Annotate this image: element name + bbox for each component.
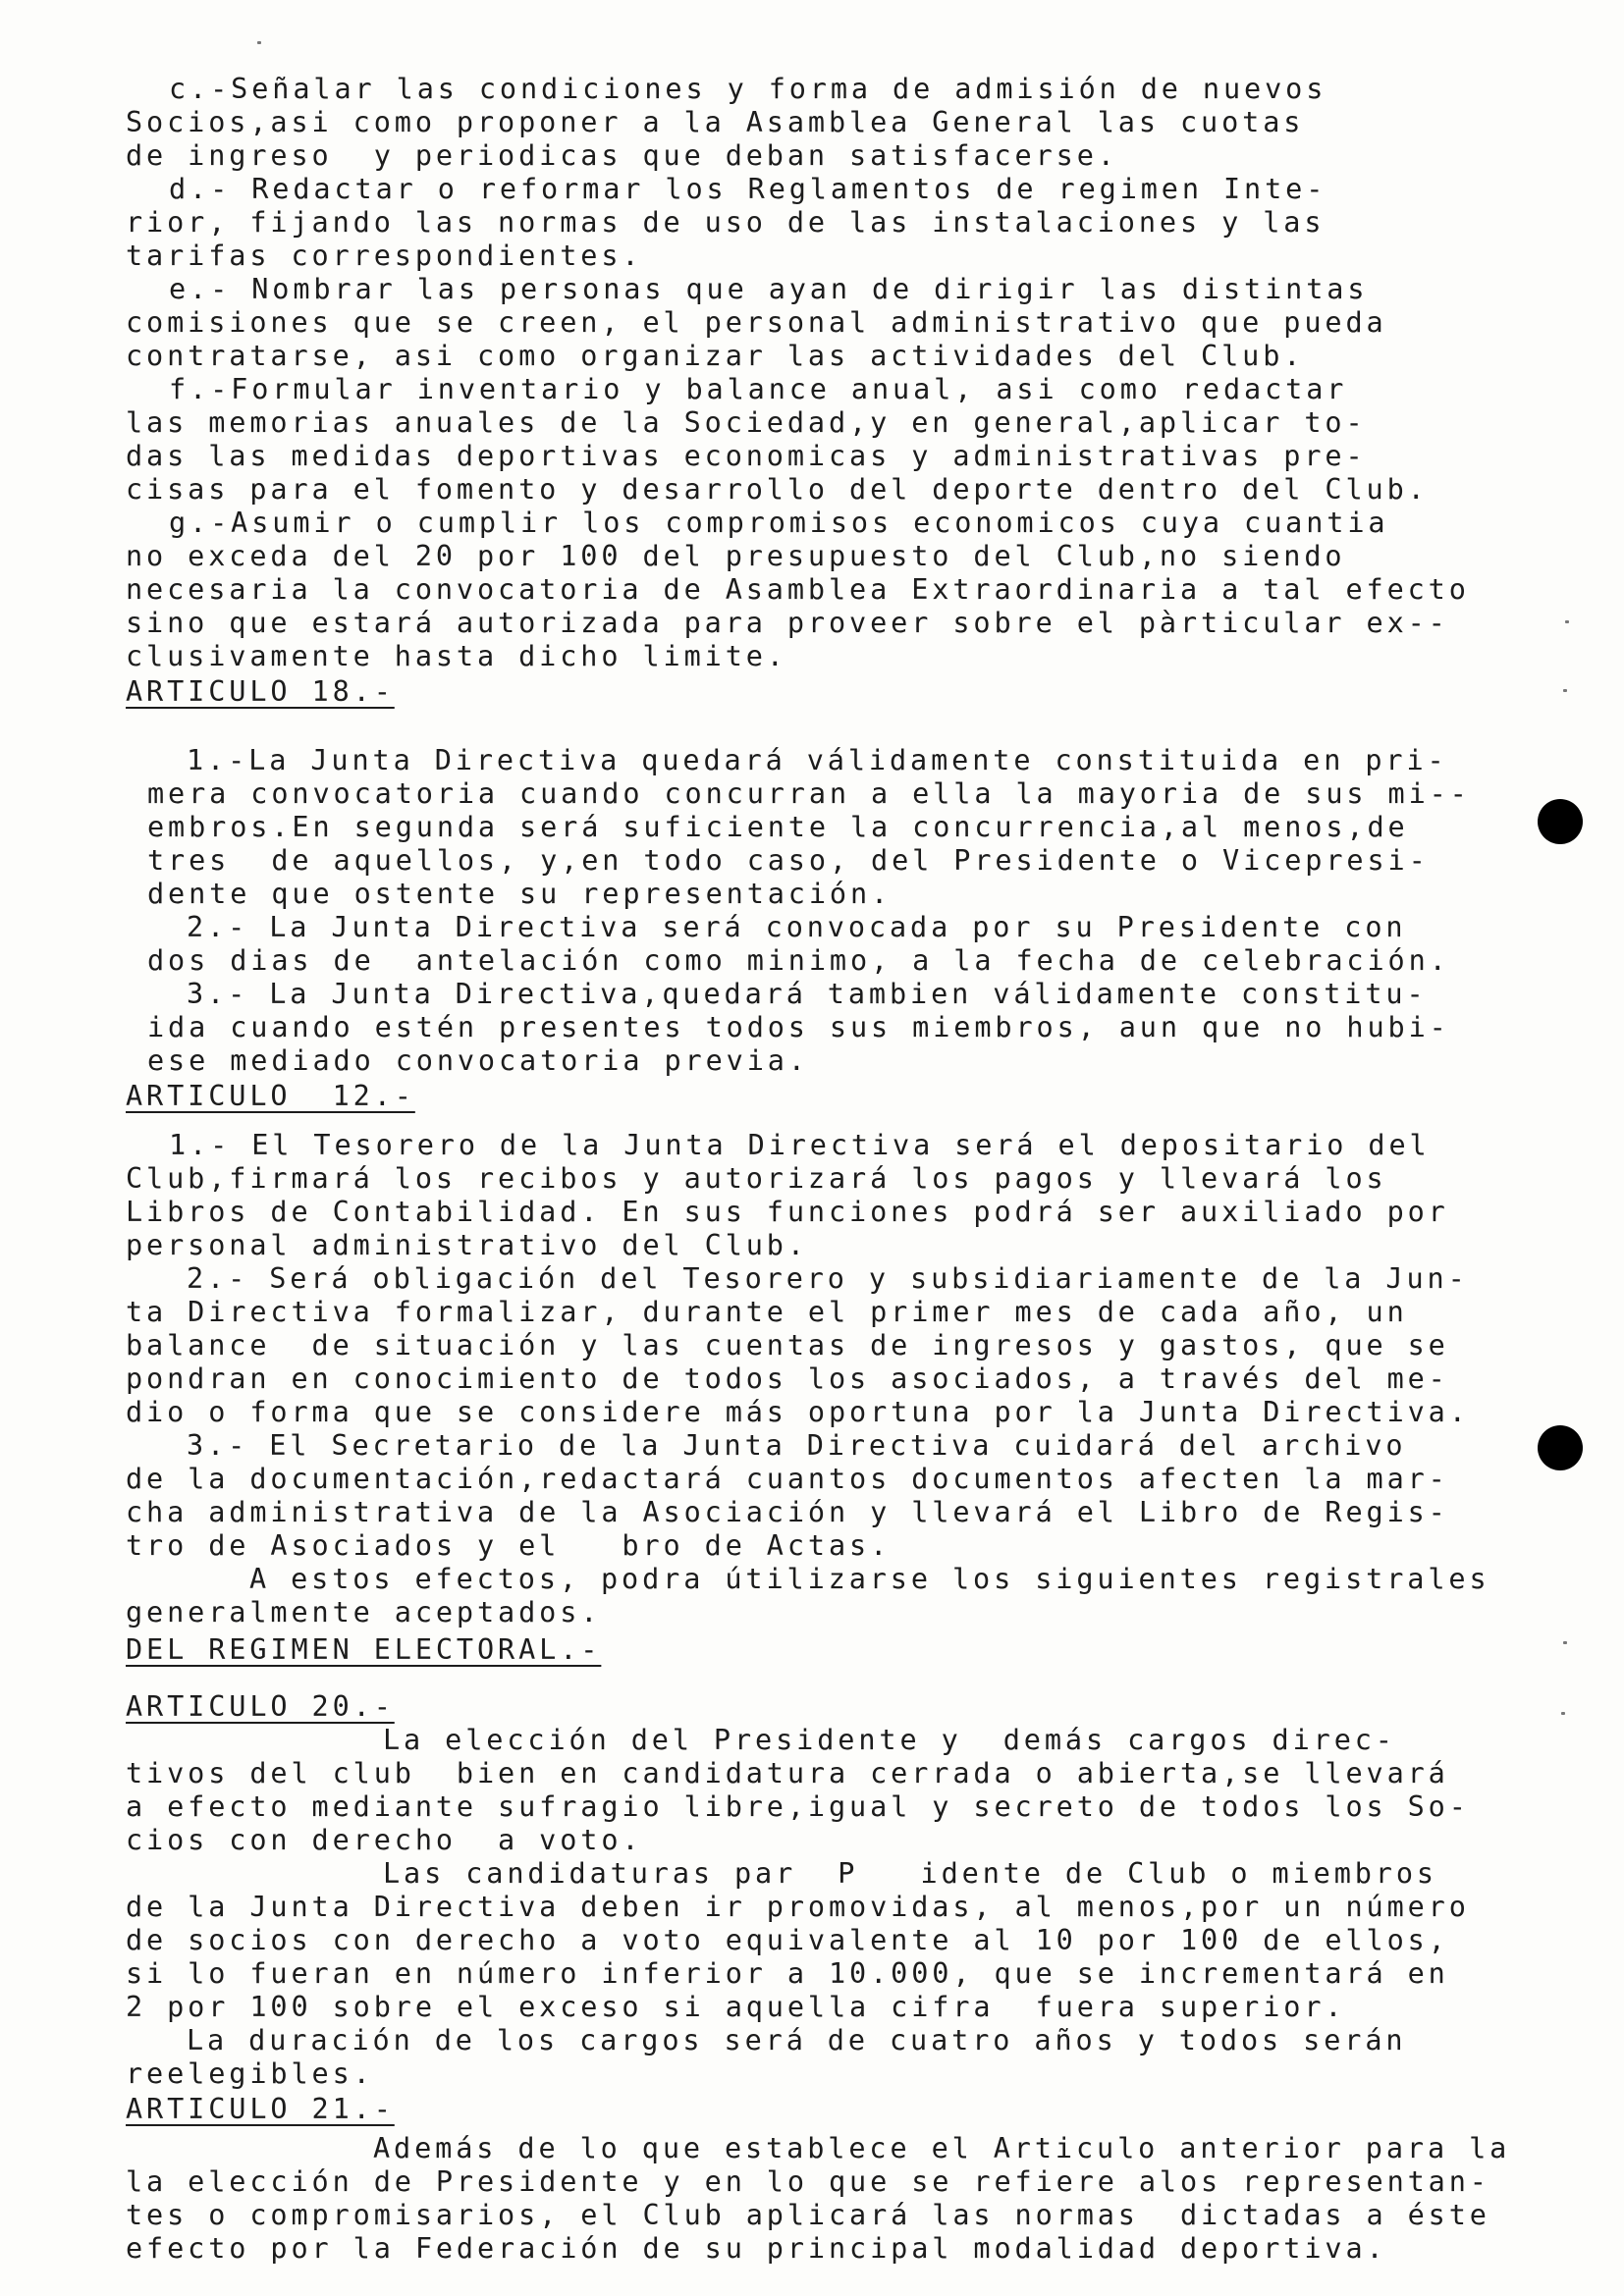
articulo-20-line: cios con derecho a voto.	[126, 1824, 643, 1856]
punch-hole	[1538, 799, 1583, 844]
articulo-12-line: Libros de Contabilidad. En sus funciones podrá ser auxiliado por	[126, 1196, 1449, 1228]
section-g-line: no exceda del 20 por 100 del presupuesto del Club,no siendo	[126, 540, 1346, 572]
regimen-electoral-heading: DEL REGIMEN ELECTORAL.-	[126, 1633, 602, 1666]
articulo-20-line: a efecto mediante sufragio libre,igual y secreto de todos los So-	[126, 1790, 1470, 1823]
section-g-line: clusivamente hasta dicho limite.	[126, 640, 787, 672]
section-e-line: contratarse, asi como organizar las actividades del Club.	[126, 340, 1305, 372]
articulo-20-line: reelegibles.	[126, 2057, 374, 2090]
articulo-12-line: balance de situación y las cuentas de ingresos y gastos, que se	[126, 1329, 1449, 1362]
articulo-12-line: personal administrativo del Club.	[126, 1229, 808, 1261]
section-f-line: f.-Formular inventario y balance anual, asi como redactar	[169, 373, 1348, 405]
section-g-line: necesaria la convocatoria de Asamblea Extraordinaria a tal efecto	[126, 573, 1470, 606]
articulo-12-line: tro de Asociados y el bro de Actas.	[126, 1529, 892, 1562]
articulo-20-line: 2 por 100 sobre el exceso si aquella cifra fuera superior.	[126, 1991, 1346, 2023]
articulo-12-line: cha administrativa de la Asociación y llevará el Libro de Regis-	[126, 1496, 1449, 1528]
section-g-line: g.-Asumir o cumplir los compromisos economicos cuya cuantia	[169, 507, 1389, 539]
section-d-line: tarifas correspondientes.	[126, 240, 643, 272]
articulo-20-line: La elección del Presidente y demás cargos direc-	[383, 1724, 1396, 1756]
section-e-line: e.- Nombrar las personas que ayan de dirigir las distintas	[169, 273, 1369, 305]
articulo-21-heading: ARTICULO 21.-	[126, 2093, 395, 2125]
articulo-12-heading: ARTICULO 12.-	[126, 1080, 415, 1112]
section-f-line: cisas para el fomento y desarrollo del deporte dentro del Club.	[126, 473, 1429, 506]
articulo-12-line: dio o forma que se considere más oportuna por la Junta Directiva.	[126, 1396, 1470, 1428]
articulo-12-line: 1.- El Tesorero de la Junta Directiva será el depositario del	[169, 1129, 1431, 1161]
articulo-12-line: ta Directiva formalizar, durante el primer mes de cada año, un	[126, 1296, 1408, 1328]
articulo-21-line: tes o compromisarios, el Club aplicará las normas dictadas a éste	[126, 2199, 1490, 2231]
articulo-20-line: La duración de los cargos será de cuatro años y todos serán	[187, 2024, 1407, 2056]
articulo-18-line: mera convocatoria cuando concurran a ella la mayoria de sus mi--	[147, 777, 1471, 810]
articulo-18-heading: ARTICULO 18.-	[126, 675, 395, 708]
section-e-line: comisiones que se creen, el personal administrativo que pueda	[126, 306, 1387, 339]
articulo-21-line: efecto por la Federación de su principal modalidad deportiva.	[126, 2232, 1387, 2265]
articulo-20-heading: ARTICULO 20.-	[126, 1690, 395, 1723]
articulo-12-line: 2.- Será obligación del Tesorero y subsidiariamente de la Jun-	[187, 1262, 1469, 1295]
articulo-18-line: ida cuando estén presentes todos sus miembros, aun que no hubi-	[147, 1011, 1450, 1043]
articulo-21-line: Además de lo que establece el Articulo anterior para la	[373, 2132, 1511, 2164]
scan-speck	[1565, 620, 1569, 623]
articulo-12-line: A estos efectos, podra útilizarse los siguientes registrales	[249, 1563, 1490, 1595]
articulo-20-line: si lo fueran en número inferior a 10.000, que se incrementará en	[126, 1957, 1449, 1990]
articulo-18-line: dos dias de antelación como minimo, a la fecha de celebración.	[147, 944, 1450, 977]
articulo-12-line: 3.- El Secretario de la Junta Directiva cuidará del archivo	[187, 1429, 1407, 1462]
articulo-18-line: tres de aquellos, y,en todo caso, del Presidente o Vicepresi-	[147, 844, 1430, 877]
section-c-line: Socios,asi como proponer a la Asamblea General las cuotas	[126, 106, 1305, 138]
section-c-line: c.-Señalar las condiciones y forma de admisión de nuevos	[169, 73, 1327, 105]
section-d-line: rior, fijando las normas de uso de las instalaciones y las	[126, 206, 1326, 239]
articulo-12-line: de la documentación,redactará cuantos documentos afecten la mar-	[126, 1463, 1449, 1495]
scan-speck	[1563, 689, 1567, 692]
articulo-12-line: pondran en conocimiento de todos los asociados, a través del me-	[126, 1362, 1449, 1395]
articulo-21-line: la elección de Presidente y en lo que se refiere alos representan-	[126, 2165, 1490, 2198]
articulo-20-line: Las candidaturas par P idente de Club o miembros	[383, 1857, 1437, 1890]
section-f-line: das las medidas deportivas economicas y administrativas pre-	[126, 440, 1367, 472]
articulo-12-line: Club,firmará los recibos y autorizará los pagos y llevará los	[126, 1162, 1387, 1195]
section-c-line: de ingreso y periodicas que deban satisfacerse.	[126, 139, 1118, 172]
articulo-18-line: 3.- La Junta Directiva,quedará tambien válidamente constitu-	[187, 978, 1428, 1010]
articulo-18-line: embros.En segunda será suficiente la concurrencia,al menos,de	[147, 811, 1409, 843]
articulo-20-line: de socios con derecho a voto equivalente al 10 por 100 de ellos,	[126, 1924, 1449, 1956]
articulo-18-line: 2.- La Junta Directiva será convocada por su Presidente con	[187, 911, 1407, 943]
scan-speck	[257, 41, 261, 44]
section-f-line: las memorias anuales de la Sociedad,y en general,aplicar to-	[126, 406, 1367, 439]
scan-speck	[1563, 1641, 1567, 1644]
articulo-20-line: tivos del club bien en candidatura cerrada o abierta,se llevará	[126, 1757, 1449, 1789]
section-d-line: d.- Redactar o reformar los Reglamentos de regimen Inte-	[169, 173, 1327, 205]
articulo-20-line: de la Junta Directiva deben ir promovidas, al menos,por un número	[126, 1891, 1470, 1923]
articulo-12-line: generalmente aceptados.	[126, 1596, 602, 1629]
articulo-18-line: ese mediado convocatoria previa.	[147, 1044, 809, 1077]
articulo-18-line: dente que ostente su representación.	[147, 878, 893, 910]
scan-speck	[1561, 1712, 1565, 1715]
section-g-line: sino que estará autorizada para proveer sobre el pàrticular ex--	[126, 607, 1449, 639]
articulo-18-line: 1.-La Junta Directiva quedará válidamente constituida en pri-	[187, 744, 1448, 776]
punch-hole	[1538, 1425, 1583, 1470]
